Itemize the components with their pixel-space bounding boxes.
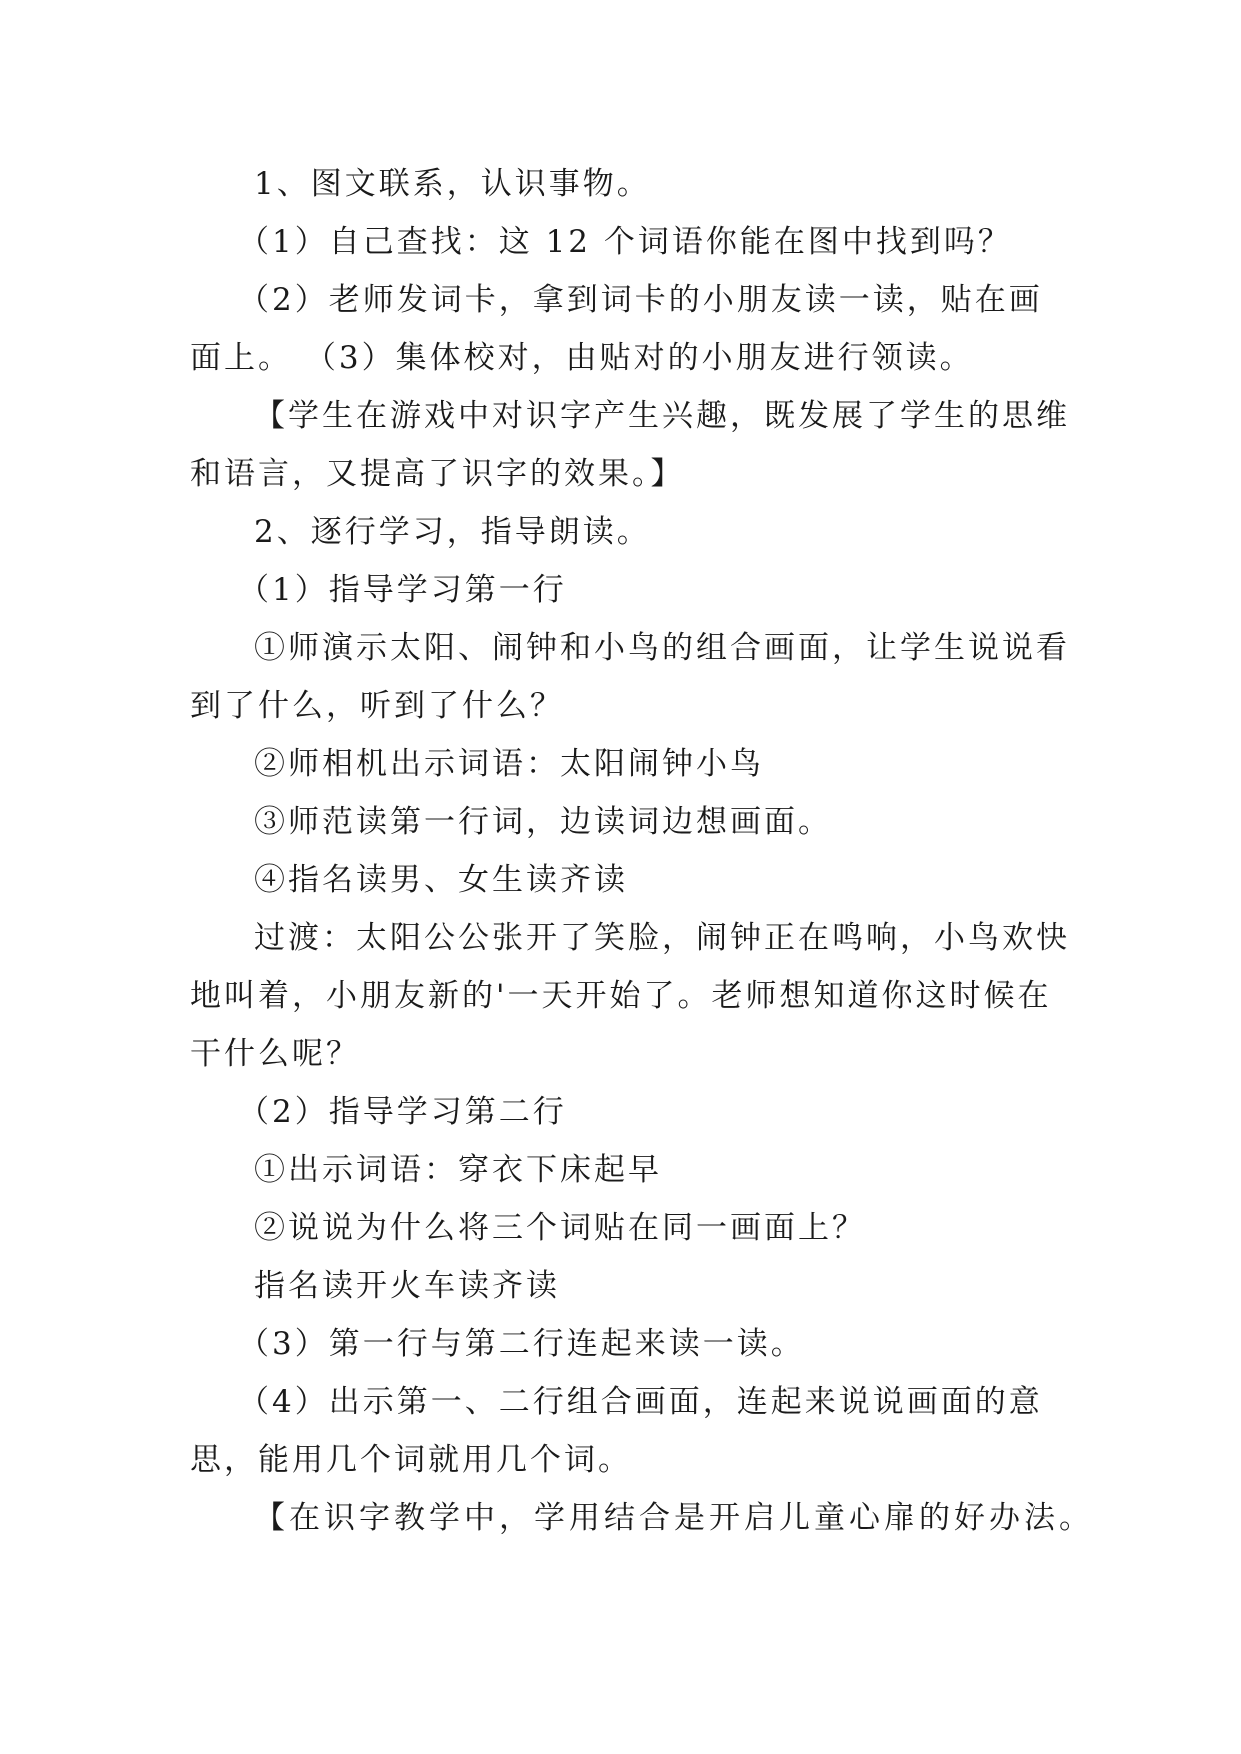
- item-circled-1: ①师演示太阳、闹钟和小鸟的组合画面，让学生说说看: [254, 630, 1070, 666]
- transition-paragraph-cont-2: 干什么呢？: [190, 1036, 360, 1072]
- item-circled-4: ④指名读男、女生读齐读: [254, 862, 628, 898]
- item-circled-2: ②师相机出示词语：太阳闹钟小鸟: [254, 746, 764, 782]
- section-heading-1: 1、图文联系，认识事物。: [254, 166, 651, 202]
- step-1-1: （1）自己查找：这 12 个词语你能在图中找到吗？: [238, 224, 1012, 260]
- step-1-2: （2）老师发词卡，拿到词卡的小朋友读一读，贴在画: [238, 282, 1043, 318]
- document-body: [190, 155, 1094, 1547]
- note-1-cont: 和语言，又提高了识字的效果。】: [190, 456, 685, 492]
- step-1-2-cont: 面上。 （3）集体校对，由贴对的小朋友进行领读。: [190, 340, 974, 376]
- step-2-4: （4）出示第一、二行组合画面，连起来说说画面的意: [238, 1384, 1043, 1420]
- item-circled-5: ①出示词语：穿衣下床起早: [254, 1152, 662, 1188]
- section-heading-2: 2、逐行学习，指导朗读。: [254, 514, 651, 550]
- item-circled-3: ③师范读第一行词，边读词边想画面。: [254, 804, 832, 840]
- note-1: 【学生在游戏中对识字产生兴趣，既发展了学生的思维: [254, 398, 1070, 434]
- transition-paragraph: 过渡：太阳公公张开了笑脸，闹钟正在鸣响，小鸟欢快: [254, 920, 1070, 956]
- step-2-3: （3）第一行与第二行连起来读一读。: [238, 1326, 805, 1362]
- transition-paragraph-cont-1: 地叫着，小朋友新的'一天开始了。老师想知道你这时候在: [190, 978, 1052, 1014]
- step-2-4-cont: 思，能用几个词就用几个词。: [190, 1442, 632, 1478]
- note-2: 【在识字教学中，学用结合是开启儿童心扉的好办法。: [254, 1500, 1094, 1536]
- step-2-1: （1）指导学习第一行: [238, 572, 567, 608]
- item-circled-1-cont: 到了什么，听到了什么？: [190, 688, 564, 724]
- reading-instruction: 指名读开火车读齐读: [254, 1268, 560, 1304]
- step-2-2: （2）指导学习第二行: [238, 1094, 567, 1130]
- item-circled-6: ②说说为什么将三个词贴在同一画面上？: [254, 1210, 866, 1246]
